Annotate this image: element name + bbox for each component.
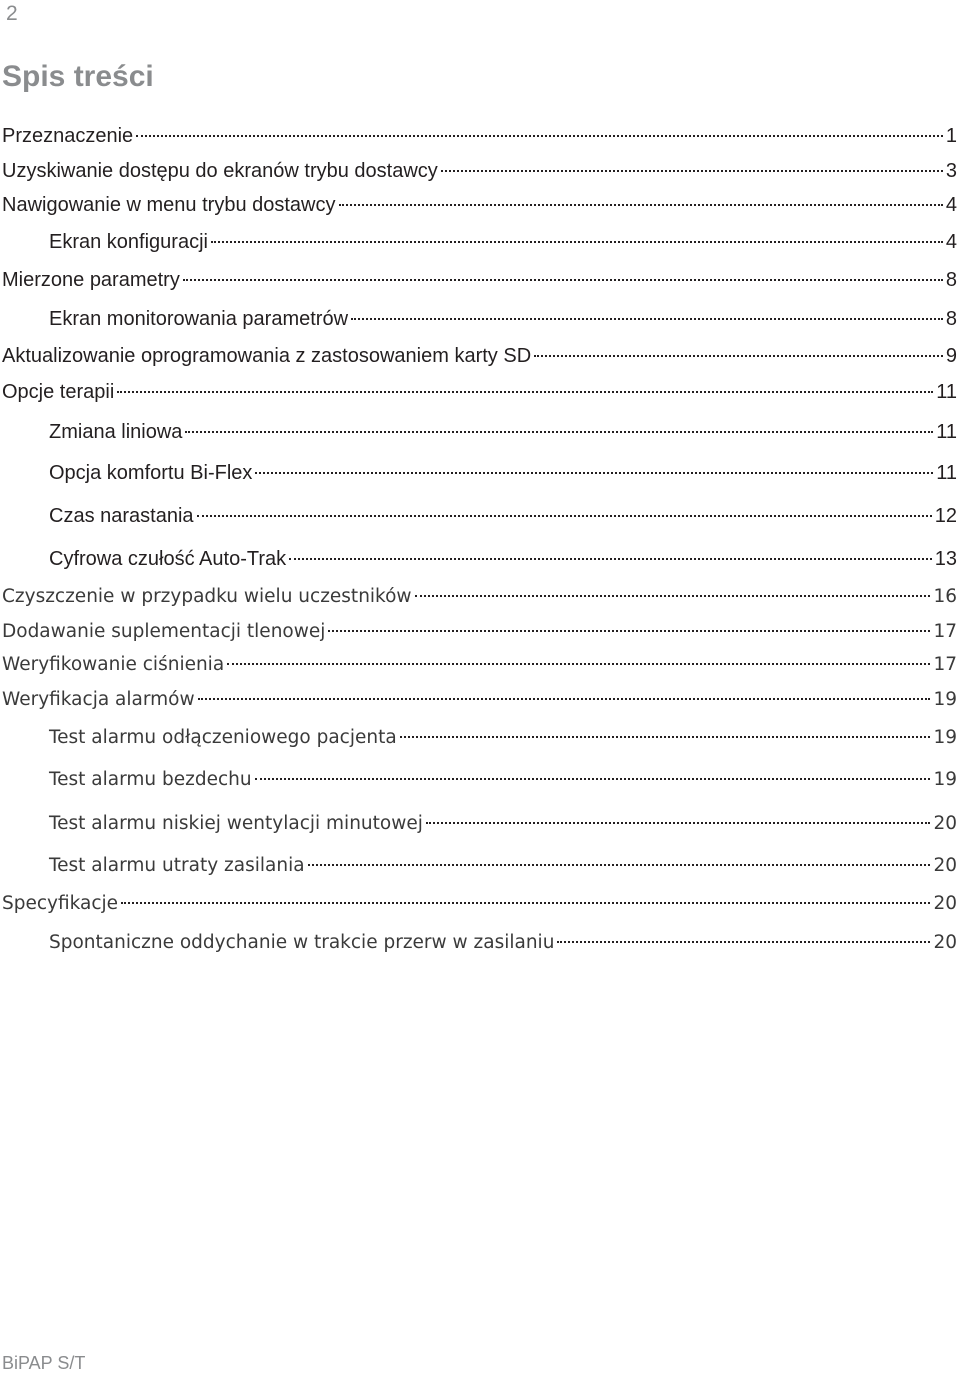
toc-entry-page-number: 20 [933, 813, 957, 834]
toc-entry-page-number: 16 [933, 586, 957, 607]
toc-entry-page-number: 8 [945, 308, 957, 330]
toc-entry[interactable] [49, 462, 957, 485]
toc-entry-label: Zmiana liniowa [49, 421, 183, 443]
toc-dot-leader [197, 515, 932, 517]
toc-entry-page-number: 20 [933, 932, 957, 953]
toc-entry-page-number: 19 [933, 769, 957, 790]
toc-entry[interactable] [49, 308, 957, 331]
toc-entry-label: Test alarmu niskiej wentylacji minutowej [49, 813, 423, 834]
toc-entry[interactable] [2, 269, 957, 292]
toc-entry[interactable] [2, 125, 957, 148]
toc-entry-label: Opcja komfortu Bi-Flex [49, 462, 253, 484]
toc-entry-page-number: 12 [934, 505, 957, 527]
toc-entry-label: Ekran konfiguracji [49, 231, 208, 253]
toc-entry-page-number: 4 [945, 231, 957, 253]
toc-dot-leader [183, 279, 943, 281]
toc-entry-page-number: 11 [936, 421, 957, 443]
toc-dot-leader [400, 736, 931, 738]
toc-entry[interactable] [49, 548, 957, 571]
toc-entry-page-number: 4 [945, 194, 957, 216]
toc-entry-page-number: 11 [936, 462, 957, 484]
toc-entry[interactable] [49, 505, 957, 528]
toc-dot-leader [289, 558, 932, 560]
toc-entry-page-number: 17 [933, 621, 957, 642]
toc-entry[interactable] [2, 654, 957, 675]
toc-entry[interactable] [49, 231, 957, 254]
toc-entry[interactable] [2, 689, 957, 710]
toc-entry-page-number: 9 [945, 345, 957, 367]
page-number: 2 [6, 2, 18, 25]
toc-entry-page-number: 20 [933, 893, 957, 914]
toc-entry-label: Test alarmu odłączeniowego pacjenta [49, 727, 397, 748]
footer-product-name: BiPAP S/T [2, 1353, 86, 1373]
toc-entry-page-number: 1 [945, 125, 957, 147]
toc-dot-leader [255, 778, 931, 780]
page-title: Spis treści [2, 60, 154, 93]
toc-entry-label: Weryfikacja alarmów [2, 689, 195, 710]
toc-entry-label: Ekran monitorowania parametrów [49, 308, 349, 330]
toc-entry-label: Aktualizowanie oprogramowania z zastosowaniem karty SD [2, 345, 532, 367]
toc-dot-leader [185, 431, 933, 433]
toc-entry-label: Specyfikacje [2, 893, 119, 914]
toc-dot-leader [308, 864, 931, 866]
toc-entry-label: Czyszczenie w przypadku wielu uczestników [2, 586, 412, 607]
toc-dot-leader [227, 663, 930, 665]
toc-entry-label: Mierzone parametry [2, 269, 180, 291]
toc-dot-leader [198, 698, 931, 700]
toc-entry[interactable] [2, 621, 957, 642]
toc-entry-label: Weryfikowanie ciśnienia [2, 654, 225, 675]
toc-entry[interactable] [49, 932, 957, 953]
toc-dot-leader [426, 822, 931, 824]
toc-dot-leader [328, 630, 930, 632]
toc-entry-page-number: 17 [933, 654, 957, 675]
toc-entry[interactable] [2, 381, 957, 404]
toc-entry-page-number: 19 [933, 689, 957, 710]
toc-entry-label: Cyfrowa czułość Auto-Trak [49, 548, 287, 570]
toc-entry[interactable] [2, 194, 957, 217]
toc-entry-label: Dodawanie suplementacji tlenowej [2, 621, 326, 642]
toc-dot-leader [121, 902, 930, 904]
toc-entry[interactable] [49, 727, 957, 748]
toc-entry[interactable] [49, 769, 957, 790]
toc-dot-leader [117, 391, 933, 393]
toc-dot-leader [255, 472, 933, 474]
toc-dot-leader [415, 595, 931, 597]
toc-entry-page-number: 8 [945, 269, 957, 291]
toc-entry-label: Spontaniczne oddychanie w trakcie przerw w zasilaniu [49, 932, 555, 953]
toc-entry-label: Przeznaczenie [2, 125, 134, 147]
toc-entry-page-number: 3 [945, 160, 957, 182]
toc-entry-label: Czas narastania [49, 505, 194, 527]
toc-entry-page-number: 13 [934, 548, 957, 570]
toc-entry[interactable] [49, 421, 957, 444]
toc-entry-label: Test alarmu utraty zasilania [49, 855, 305, 876]
toc-entry[interactable] [2, 345, 957, 368]
toc-entry-label: Nawigowanie w menu trybu dostawcy [2, 194, 336, 216]
toc-dot-leader [351, 318, 943, 320]
toc-dot-leader [557, 941, 930, 943]
toc-entry-page-number: 20 [933, 855, 957, 876]
toc-entry[interactable] [2, 160, 957, 183]
toc-entry-page-number: 11 [936, 381, 957, 403]
toc-entry[interactable] [2, 893, 957, 914]
toc-entry-label: Opcje terapii [2, 381, 115, 403]
toc-entry[interactable] [2, 586, 957, 607]
toc-entry[interactable] [49, 813, 957, 834]
toc-dot-leader [534, 355, 943, 357]
toc-entry-page-number: 19 [933, 727, 957, 748]
toc-dot-leader [211, 241, 943, 243]
toc-entry[interactable] [49, 855, 957, 876]
toc-entry-label: Uzyskiwanie dostępu do ekranów trybu dostawcy [2, 160, 438, 182]
toc-dot-leader [136, 135, 943, 137]
toc-dot-leader [339, 204, 943, 206]
toc-entry-label: Test alarmu bezdechu [49, 769, 252, 790]
toc-dot-leader [441, 170, 943, 172]
